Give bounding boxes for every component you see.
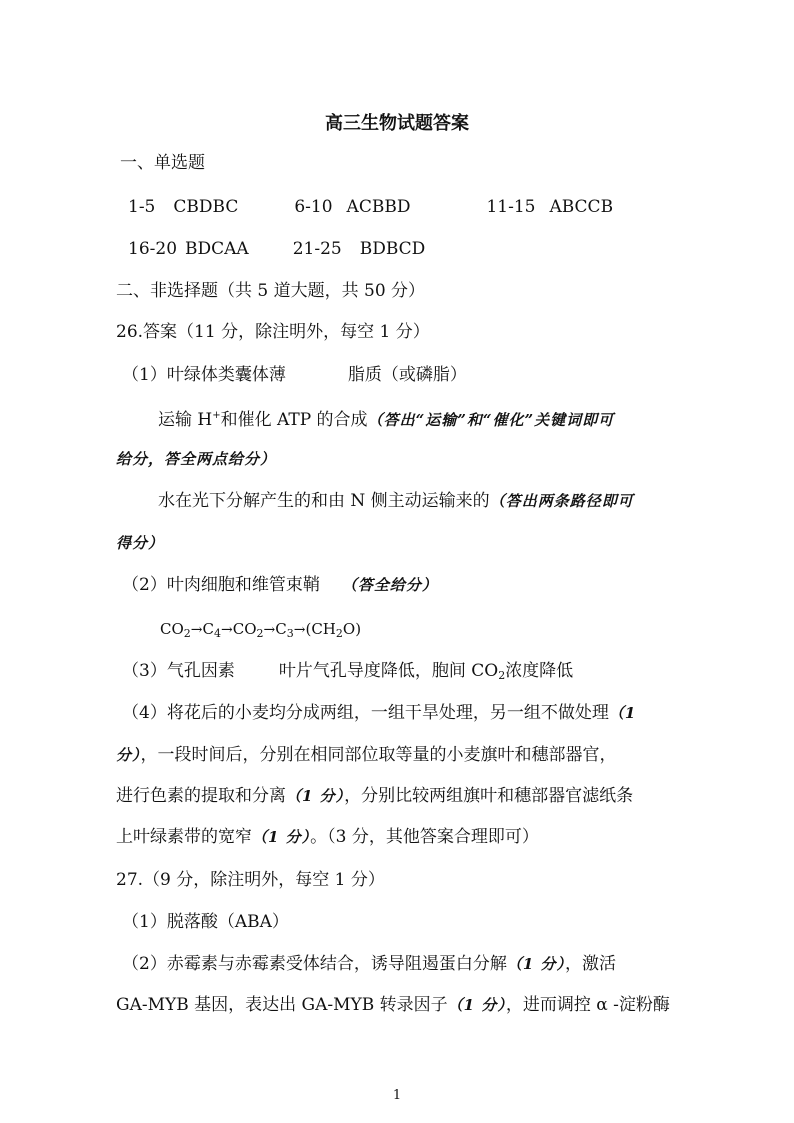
q26-part3-line (122, 660, 573, 687)
q26-text: 进行色素的提取和分离 (116, 786, 286, 806)
subscript: 2 (256, 627, 264, 640)
answer-values: CBDBC (173, 197, 239, 217)
answer-row-1 (128, 196, 613, 218)
question-27-header: 27.（9 分，除注明外，每空 1 分） (116, 870, 385, 890)
subscript: 4 (214, 627, 221, 640)
q26-text: （4）将花后的小麦均分成两组，一组干旱处理，另一组不做处理 (122, 703, 609, 723)
q26-part1-answer-b: 脂质（或磷脂） (347, 365, 467, 385)
q26-text: 浓度降低 (505, 661, 574, 681)
q26-text: （3）气孔因素 (122, 661, 235, 681)
q26-part1-line2 (158, 405, 614, 431)
q26-text: 和催化 ATP 的合成 (220, 410, 368, 430)
grading-note: （答出“运输”和“催化”关键词即可 (367, 411, 615, 429)
q26-part1-line (122, 364, 467, 386)
grading-note: （1 分） (447, 996, 506, 1014)
grading-note: （答出两条路径即可 (489, 492, 634, 510)
arrow-icon: → (190, 622, 203, 638)
q27-text: GA-MYB 基因，表达出 GA-MYB 转录因子 (116, 995, 448, 1015)
answer-range: 16-20 (128, 239, 178, 259)
subscript: 3 (286, 627, 294, 640)
q26-text: （2）叶肉细胞和维管束鞘 (122, 575, 320, 595)
carbon-pathway-formula (160, 618, 361, 645)
question-26-header: 26.答案（11 分，除注明外，每空 1 分） (116, 322, 430, 342)
superscript: + (212, 410, 221, 421)
section-heading-non-choice: 二、非选择题（共 5 道大题，共 50 分） (116, 281, 426, 301)
grading-note: （1 (608, 704, 637, 722)
q26-text: ，分别比较两组旗叶和穗部器官滤纸条 (344, 786, 634, 806)
q26-part2-line (122, 574, 438, 596)
formula-term: C (275, 620, 287, 638)
arrow-icon: → (293, 622, 306, 638)
grading-note: 分） (116, 746, 141, 764)
q26-part4-line4 (116, 826, 539, 848)
q26-part4-line2 (116, 744, 617, 766)
grading-note: （1 分） (252, 828, 311, 846)
q26-text: 。（3 分，其他答案合理即可） (310, 827, 539, 847)
page-title: 高三生物试题答案 (325, 113, 469, 134)
subscript: 2 (183, 627, 191, 640)
answer-range: 1-5 (128, 197, 156, 217)
q26-part4-line3 (116, 785, 633, 807)
q26-text: 运输 H (158, 410, 213, 430)
q27-part2-line1 (122, 953, 616, 975)
subscript: 2 (498, 669, 506, 682)
answer-range: 21-25 (292, 239, 342, 259)
answer-values: BDBCD (359, 239, 426, 259)
formula-term: CO (160, 620, 184, 638)
answer-row-2 (128, 238, 425, 260)
answer-values: BDCAA (185, 239, 249, 259)
q26-text: 水在光下分解产生的和由 N 侧主动运输来的 (158, 491, 490, 511)
q26-part4-line1 (122, 702, 636, 724)
grading-note: （1 分） (506, 955, 565, 973)
q27-text: （2）赤霉素与赤霉素受体结合，诱导阻遏蛋白分解 (122, 954, 507, 974)
page-number: 1 (392, 1088, 402, 1103)
q27-text: ，进而调控 α -淀粉酶 (505, 995, 670, 1015)
q27-part1-line: （1）脱落酸（ABA） (122, 912, 289, 932)
q26-text: ，一段时间后，分别在相同部位取等量的小麦旗叶和穗部器官， (140, 745, 617, 765)
answer-values: ACBBD (346, 197, 411, 217)
grading-note: （答全给分） (341, 576, 438, 594)
formula-term: O) (342, 620, 362, 638)
grading-note: 得分） (116, 534, 165, 552)
grading-note: （1 分） (286, 787, 345, 805)
arrow-icon: → (221, 622, 233, 638)
subscript: 2 (335, 627, 343, 640)
q27-text: ，激活 (565, 954, 616, 974)
answer-range: 6-10 (294, 197, 333, 217)
section-heading-single-choice: 一、单选题 (120, 153, 205, 173)
q26-text: 叶片气孔导度降低，胞间 CO (278, 661, 499, 681)
q26-part1-line3 (158, 490, 634, 512)
answer-values: ABCCB (549, 197, 614, 217)
formula-term: CO (232, 620, 257, 638)
answer-range: 11-15 (486, 197, 536, 217)
grading-note: 给分，答全两点给分） (116, 450, 277, 468)
formula-term: C (202, 620, 214, 638)
formula-term: (CH (305, 620, 336, 638)
q27-part2-line2 (116, 994, 670, 1016)
q26-part1-answer-a: （1）叶绿体类囊体薄 (122, 365, 286, 385)
q26-text: 上叶绿素带的宽窄 (116, 827, 252, 847)
arrow-icon: → (263, 622, 276, 638)
